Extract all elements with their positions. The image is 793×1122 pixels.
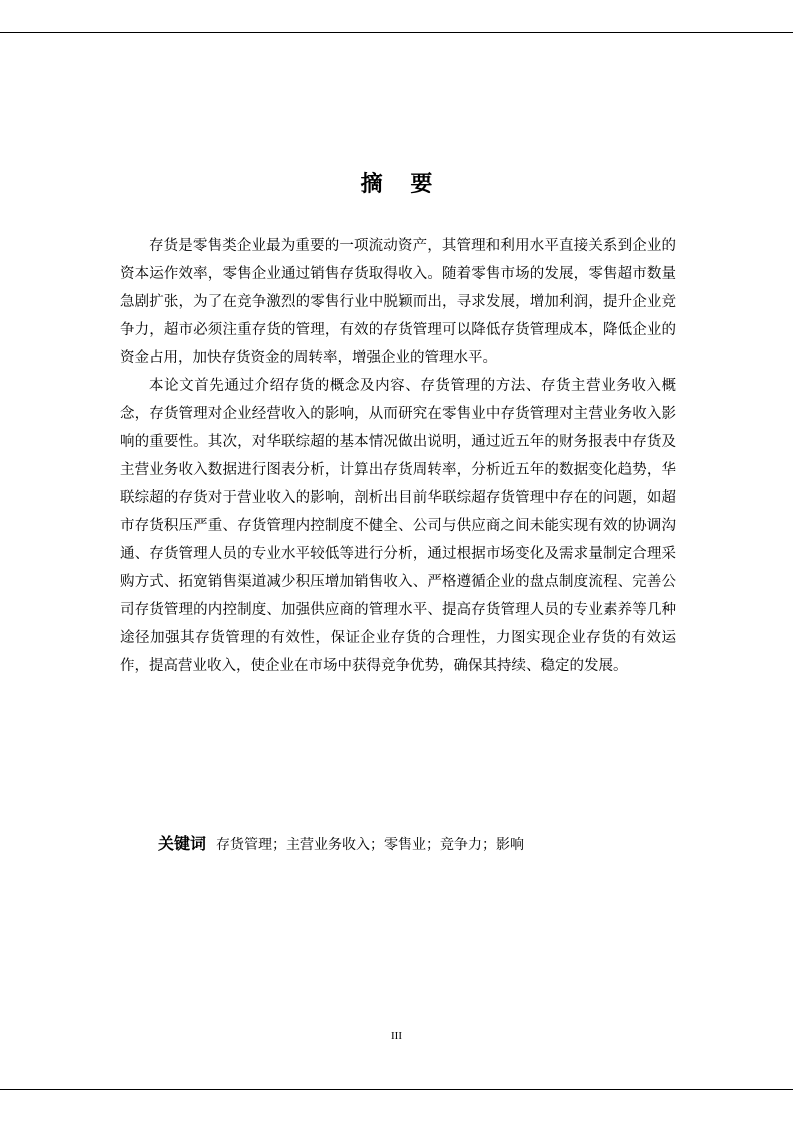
keywords-line [158, 830, 678, 859]
abstract-paragraph-2: 本论文首先通过介绍存货的概念及内容、存货管理的方法、存货主营业务收入概念，存货管理对企业经营收入的影响，从而研究在零售业中存货管理对主营业务收入影响的重要性。其次，对华联综超的基本情况做出说明，通过近五年的财务报表中存货及主营业务收入数据进行图表分析，计算出存货周转率，分析近五年的数据变化趋势，华联综超的存货对于营业收入的影响，剖析出目前华联综超存货管理中存在的问题，如超市存货积压严重、存货管理内控制度不健全、公司与供应商之间未能实现有效的协调沟通、存货管理人员的专业水平较低等进行分析，通过根据市场变化及需求量制定合理采购方式、拓宽销售渠道减少积压增加销售收入、严格遵循企业的盘点制度流程、完善公司存货管理的内控制度、加强供应商的管理水平、提高存货管理人员的专业素养等几种途径加强其存货管理的有效性，保证企业存货的合理性，力图实现企业存货的有效运作，提高营业收入，使企业在市场中获得竞争优势，确保其持续、稳定的发展。 [120, 378, 676, 674]
abstract-paragraph-1: 存货是零售类企业最为重要的一项流动资产，其管理和利用水平直接关系到企业的资本运作效率，零售企业通过销售存货取得收入。随着零售市场的发展，零售超市数量急剧扩张，为了在竞争激烈的零售行业中脱颖而出，寻求发展，增加利润，提升企业竞争力，超市必须注重存货的管理，有效的存货管理可以降低存货管理成本，降低企业的资金占用，加快存货资金的周转率，增强企业的管理水平。 [120, 238, 676, 366]
page-title: 摘 要 [360, 172, 443, 197]
abstract-body [120, 232, 676, 680]
page-number: III [391, 1030, 402, 1042]
keywords-label: 关键词 [158, 834, 207, 853]
footer-rule [0, 1089, 793, 1090]
keywords-list: 存货管理；主营业务收入；零售业；竞争力；影响 [216, 837, 525, 853]
header-rule [0, 32, 793, 33]
